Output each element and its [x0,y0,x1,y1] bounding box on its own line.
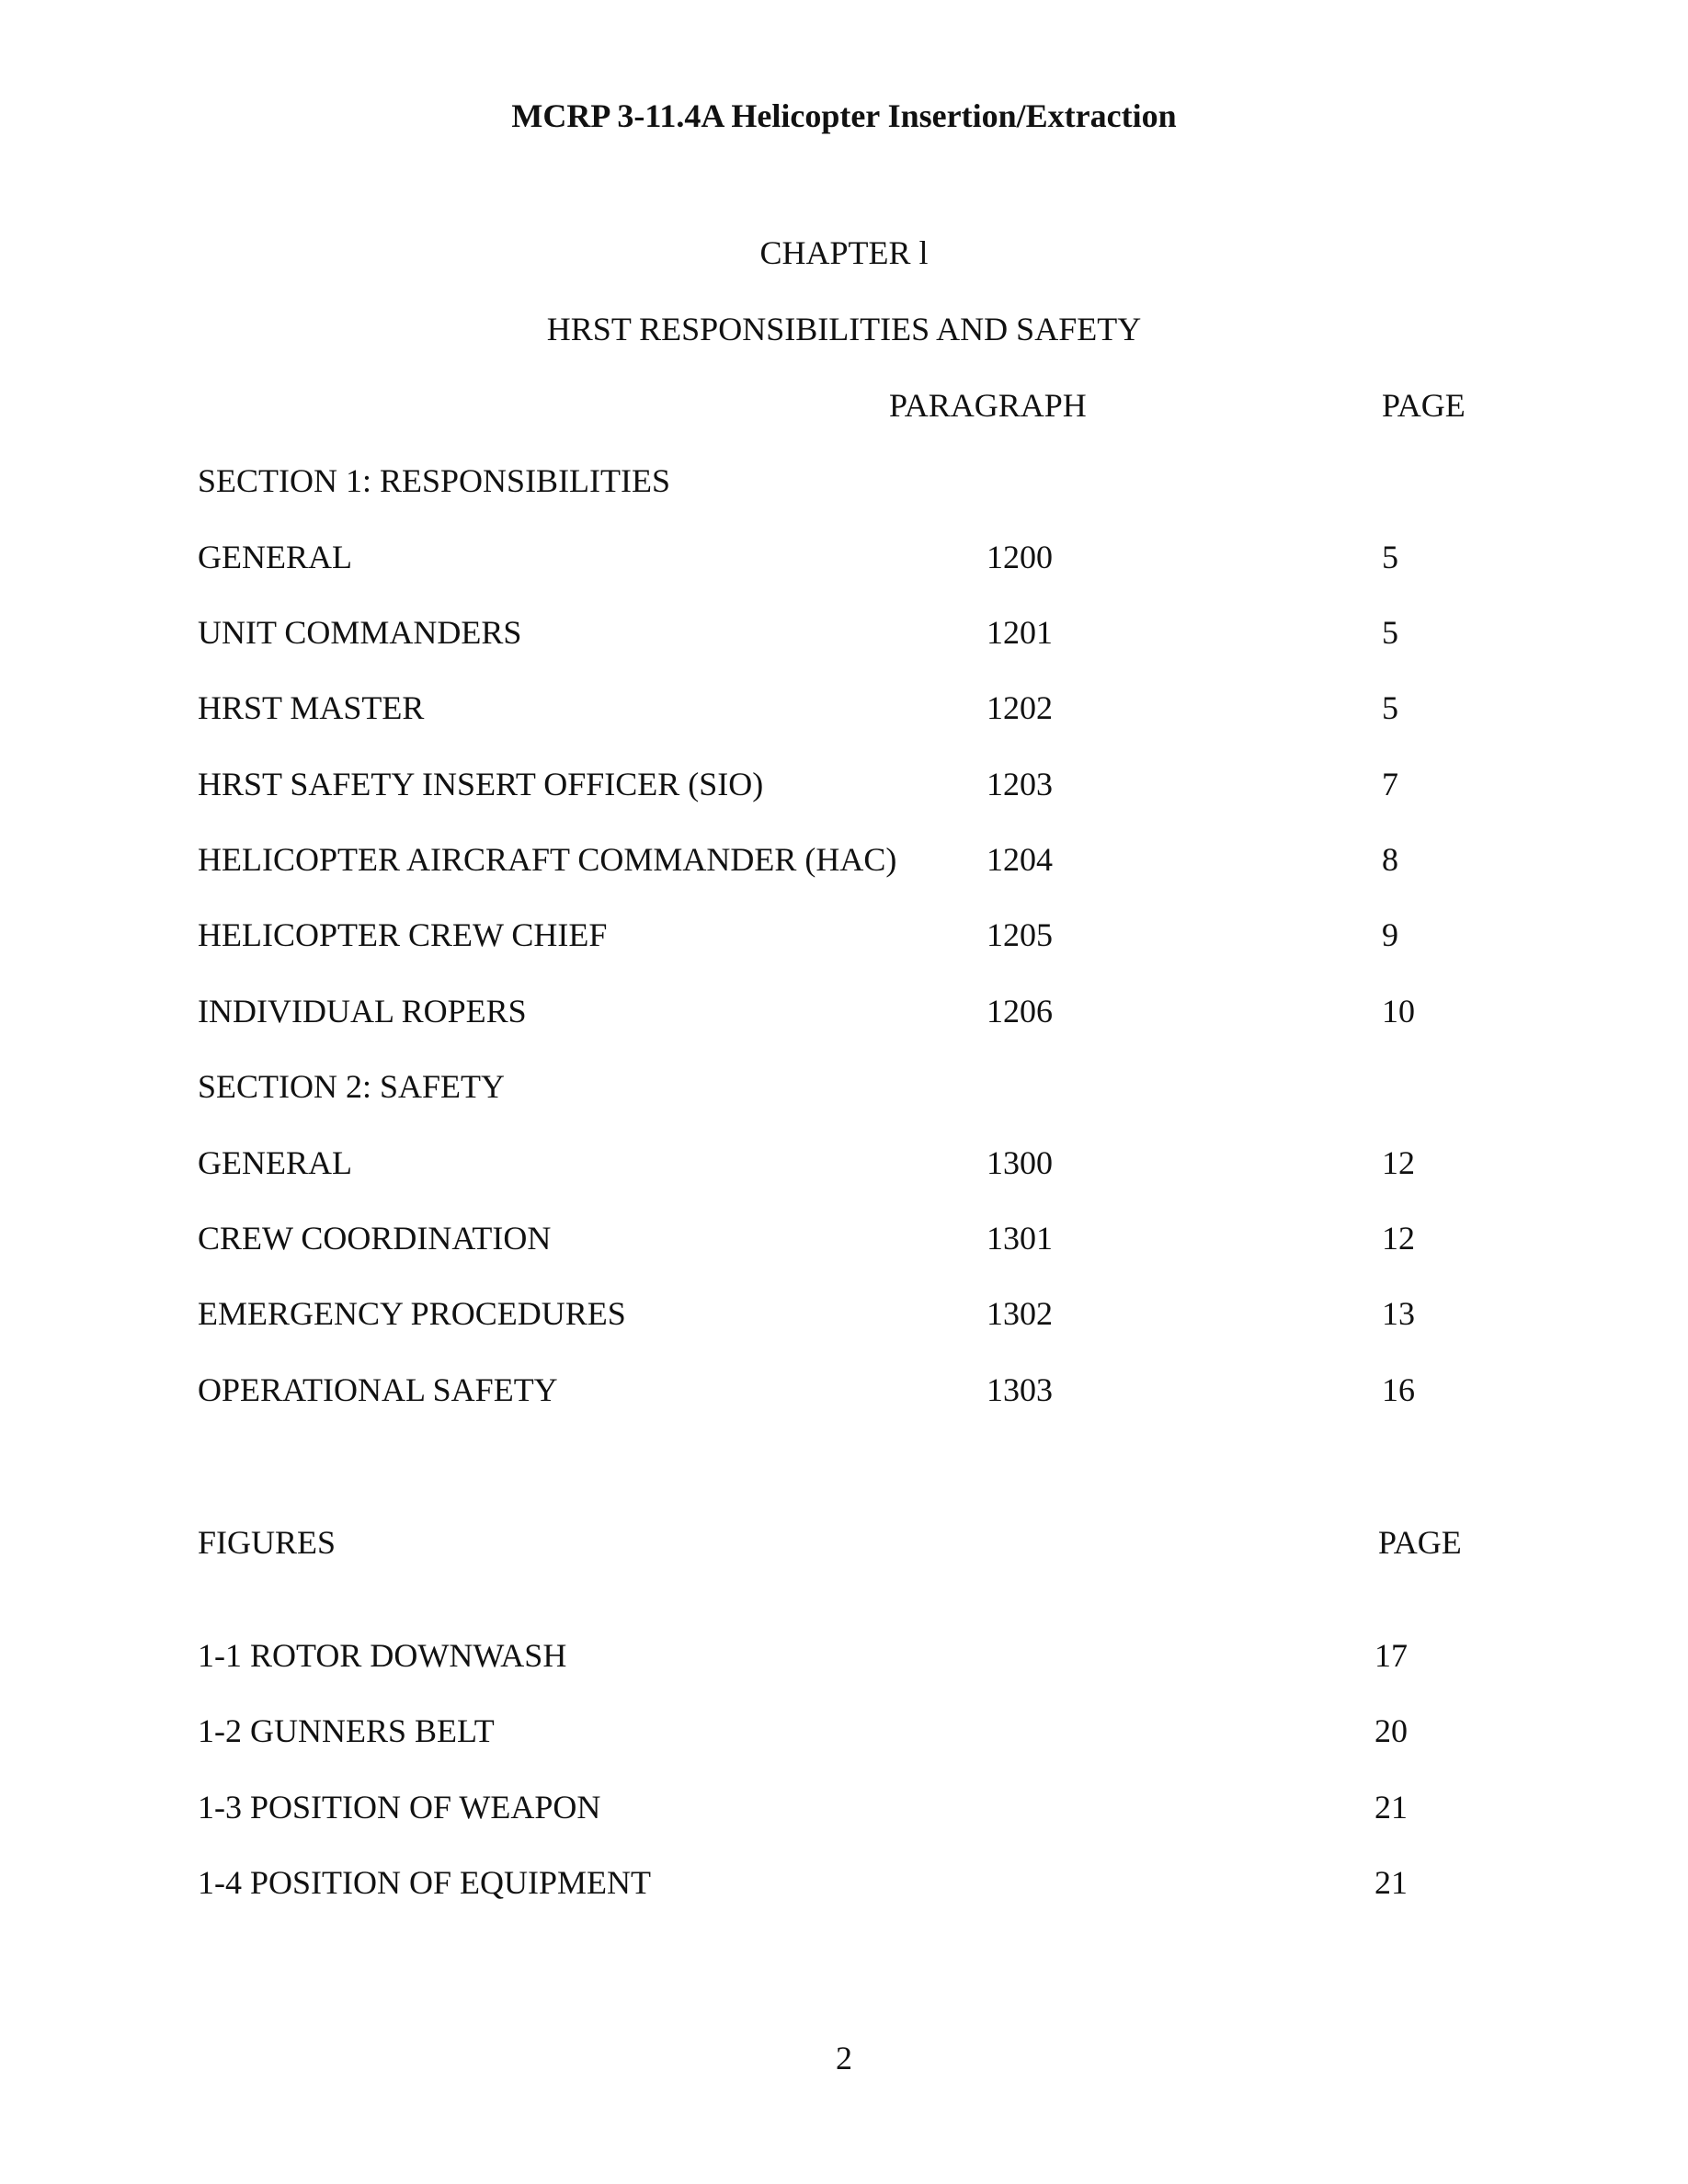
toc-row [0,1220,1688,1257]
toc-entry-page: 8 [1382,841,1398,878]
toc-entry-paragraph: 1203 [987,766,1053,802]
toc-entry-page: 12 [1382,1220,1415,1257]
figure-name: 1-3 POSITION OF WEAPON [198,1789,601,1826]
figures-header [0,1524,1688,1561]
figure-row [0,1637,1688,1674]
toc-entry-paragraph: 1204 [987,841,1053,878]
toc-entry-paragraph: 1301 [987,1220,1053,1257]
toc-entry-page: 9 [1382,916,1398,953]
toc-entry-paragraph: 1205 [987,916,1053,953]
figure-row [0,1712,1688,1749]
chapter-title: HRST RESPONSIBILITIES AND SAFETY [546,311,1142,347]
toc-entry-name: GENERAL [198,539,352,575]
toc-entry-name: SECTION 1: RESPONSIBILITIES [198,462,671,499]
toc-entry-paragraph: 1202 [987,689,1053,726]
figures-label: FIGURES [198,1524,336,1561]
figure-name: 1-4 POSITION OF EQUIPMENT [198,1864,651,1901]
toc-entry-page: 5 [1382,689,1398,726]
toc-entry-name: SECTION 2: SAFETY [198,1068,506,1105]
toc-row [0,462,1688,499]
chapter-heading: CHAPTER l [759,234,929,271]
toc-row [0,916,1688,953]
toc-row [0,1371,1688,1408]
figure-page: 21 [1374,1864,1408,1901]
toc-entry-paragraph: 1206 [987,993,1053,1029]
figure-page: 20 [1374,1712,1408,1749]
toc-row [0,993,1688,1029]
toc-entry-page: 5 [1382,614,1398,651]
toc-entry-paragraph: 1200 [987,539,1053,575]
toc-entry-name: EMERGENCY PROCEDURES [198,1295,626,1332]
toc-entry-paragraph: 1300 [987,1144,1053,1181]
toc-entry-name: HELICOPTER AIRCRAFT COMMANDER (HAC) [198,841,897,878]
toc-entry-name: HELICOPTER CREW CHIEF [198,916,608,953]
toc-entry-paragraph: 1302 [987,1295,1053,1332]
figure-name: 1-1 ROTOR DOWNWASH [198,1637,567,1674]
figure-page: 21 [1374,1789,1408,1826]
toc-entry-paragraph: 1201 [987,614,1053,651]
figures-page-header: PAGE [1378,1524,1462,1561]
document-title: MCRP 3-11.4A Helicopter Insertion/Extraction [511,97,1177,134]
toc-row [0,614,1688,651]
toc-row [0,841,1688,878]
toc-row [0,539,1688,575]
figure-page: 17 [1374,1637,1408,1674]
toc-entry-page: 13 [1382,1295,1415,1332]
toc-entry-paragraph: 1303 [987,1371,1053,1408]
toc-entry-page: 7 [1382,766,1398,802]
toc-row [0,689,1688,726]
toc-row [0,766,1688,802]
toc-entry-name: HRST SAFETY INSERT OFFICER (SIO) [198,766,764,802]
toc-entry-name: UNIT COMMANDERS [198,614,522,651]
figure-row [0,1789,1688,1826]
toc-entry-page: 16 [1382,1371,1415,1408]
toc-entry-page: 10 [1382,993,1415,1029]
toc-row [0,1295,1688,1332]
toc-entry-name: OPERATIONAL SAFETY [198,1371,558,1408]
figure-row [0,1864,1688,1901]
figure-name: 1-2 GUNNERS BELT [198,1712,495,1749]
toc-entry-page: 12 [1382,1144,1415,1181]
toc-entry-page: 5 [1382,539,1398,575]
page-column-header: PAGE [1382,387,1466,424]
toc-entry-name: CREW COORDINATION [198,1220,552,1257]
paragraph-column-header: PARAGRAPH [889,387,1087,424]
toc-entry-name: INDIVIDUAL ROPERS [198,993,527,1029]
toc-row [0,1068,1688,1105]
toc-entry-name: GENERAL [198,1144,352,1181]
toc-row [0,1144,1688,1181]
page-number: 2 [836,2040,852,2076]
toc-entry-name: HRST MASTER [198,689,425,726]
